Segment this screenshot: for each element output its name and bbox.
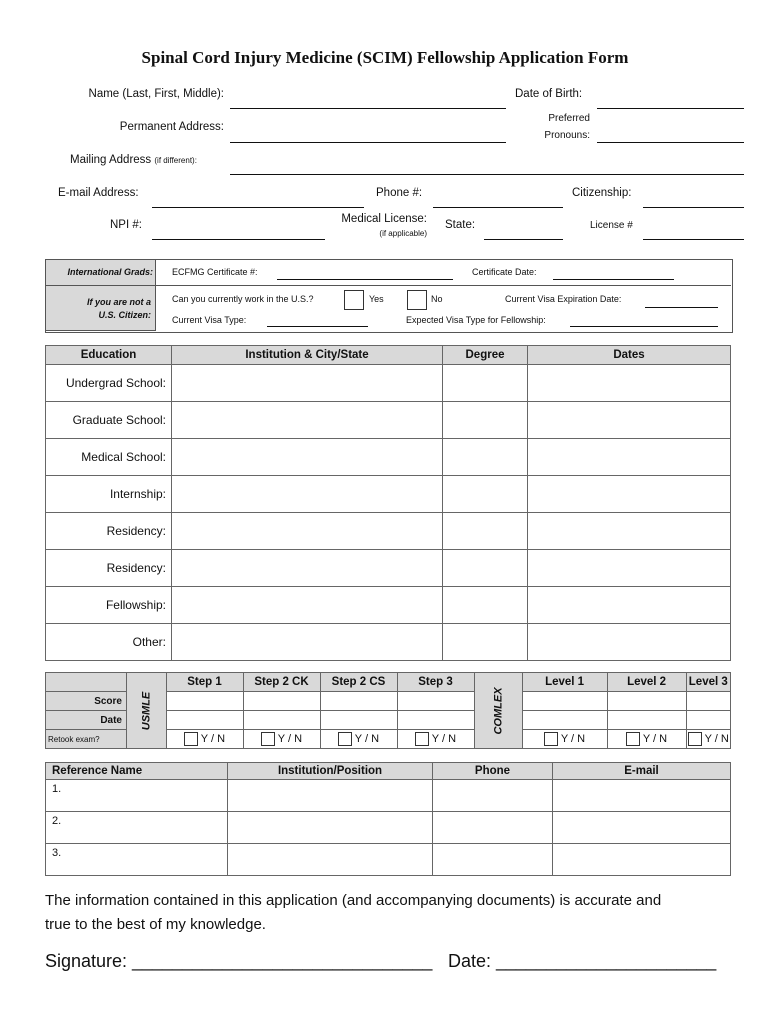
npi-field[interactable] <box>152 239 325 240</box>
edu-degree-cell[interactable] <box>443 402 528 439</box>
edu-institution-cell[interactable] <box>172 513 443 550</box>
date-cell[interactable] <box>686 711 730 730</box>
reference-email-cell[interactable] <box>553 812 731 844</box>
expected-visa-field[interactable] <box>570 326 718 327</box>
step-header: Step 2 CS <box>320 673 397 692</box>
edu-dates-cell[interactable] <box>528 624 731 661</box>
cert-date-label: Certificate Date: <box>472 267 537 277</box>
score-cell[interactable] <box>320 692 397 711</box>
phone-header: Phone <box>433 763 553 780</box>
reference-phone-cell[interactable] <box>433 780 553 812</box>
no-label: No <box>431 294 443 304</box>
dob-field[interactable] <box>597 108 744 109</box>
reference-institution-cell[interactable] <box>228 780 433 812</box>
retook-checkbox[interactable] <box>544 732 558 746</box>
exams-table <box>45 672 731 749</box>
usmle-label: USMLE <box>140 691 153 730</box>
edu-institution-cell[interactable] <box>172 439 443 476</box>
not-citizen-cell <box>45 285 156 331</box>
edu-row-label: Other: <box>46 624 172 661</box>
date-cell[interactable] <box>607 711 686 730</box>
edu-dates-cell[interactable] <box>528 402 731 439</box>
level-header: Level 1 <box>522 673 607 692</box>
edu-dates-cell[interactable] <box>528 365 731 402</box>
edu-row-label: Residency: <box>46 513 172 550</box>
degree-header: Degree <box>443 346 528 365</box>
reference-institution-cell[interactable] <box>228 812 433 844</box>
reference-name-header: Reference Name <box>46 763 228 780</box>
dates-header: Dates <box>528 346 731 365</box>
date-field[interactable]: Date: ______________________ <box>448 951 717 971</box>
retook-cell[interactable]: Y / N <box>166 730 243 749</box>
not-citizen-label-2: U.S. Citizen: <box>98 310 151 320</box>
visa-expiration-field[interactable] <box>645 307 718 308</box>
retook-label: Retook exam? <box>46 730 127 749</box>
score-cell[interactable] <box>166 692 243 711</box>
score-label: Score <box>46 692 127 711</box>
date-cell[interactable] <box>166 711 243 730</box>
score-cell[interactable] <box>686 692 730 711</box>
edu-institution-cell[interactable] <box>172 476 443 513</box>
no-checkbox[interactable] <box>407 290 427 310</box>
email-field[interactable] <box>152 207 364 208</box>
visa-expiration-label: Current Visa Expiration Date: <box>505 294 622 304</box>
edu-row-label: Undergrad School: <box>46 365 172 402</box>
permanent-address-field[interactable] <box>230 142 506 143</box>
mailing-address-label: Mailing Address (if different): <box>70 154 197 166</box>
yes-checkbox[interactable] <box>344 290 364 310</box>
edu-degree-cell[interactable] <box>443 513 528 550</box>
level-header: Level 2 <box>607 673 686 692</box>
reference-institution-cell[interactable] <box>228 844 433 876</box>
step-header: Step 2 CK <box>243 673 320 692</box>
retook-checkbox[interactable] <box>688 732 702 746</box>
retook-checkbox[interactable] <box>184 732 198 746</box>
preferred-label: Preferred <box>548 113 590 124</box>
edu-degree-cell[interactable] <box>443 439 528 476</box>
score-cell[interactable] <box>397 692 474 711</box>
ecfmg-label: ECFMG Certificate #: <box>172 267 258 277</box>
date-cell[interactable] <box>320 711 397 730</box>
permanent-address-label: Permanent Address: <box>119 121 224 133</box>
reference-row-number[interactable]: 3. <box>46 844 228 876</box>
retook-checkbox[interactable] <box>261 732 275 746</box>
yes-label: Yes <box>369 294 384 304</box>
edu-row-label: Medical School: <box>46 439 172 476</box>
date-label: Date <box>46 711 127 730</box>
intl-divider <box>156 285 731 286</box>
level-header: Level 3 <box>686 673 730 692</box>
name-label: Name (Last, First, Middle): <box>88 88 224 100</box>
exam-corner <box>46 673 127 692</box>
edu-dates-cell[interactable] <box>528 476 731 513</box>
attestation-line-1: The information contained in this application (and accompanying documents) is accurate and <box>45 892 662 909</box>
reference-phone-cell[interactable] <box>433 812 553 844</box>
edu-institution-cell[interactable] <box>172 402 443 439</box>
date-cell[interactable] <box>243 711 320 730</box>
state-label: State: <box>445 219 476 231</box>
pronouns-field[interactable] <box>597 142 744 143</box>
edu-institution-cell[interactable] <box>172 550 443 587</box>
visa-type-label: Current Visa Type: <box>172 315 247 325</box>
edu-dates-cell[interactable] <box>528 513 731 550</box>
usmle-cell <box>127 673 167 749</box>
retook-checkbox[interactable] <box>338 732 352 746</box>
step-header: Step 1 <box>166 673 243 692</box>
license-number-field[interactable] <box>643 239 744 240</box>
retook-cell[interactable]: Y / N <box>397 730 474 749</box>
step-header: Step 3 <box>397 673 474 692</box>
education-table <box>45 345 731 661</box>
date-cell[interactable] <box>522 711 607 730</box>
citizenship-field[interactable] <box>643 207 744 208</box>
edu-institution-cell[interactable] <box>172 624 443 661</box>
edu-degree-cell[interactable] <box>443 550 528 587</box>
institution-header: Institution & City/State <box>172 346 443 365</box>
edu-institution-cell[interactable] <box>172 365 443 402</box>
retook-checkbox[interactable] <box>626 732 640 746</box>
attestation-line-2: true to the best of my knowledge. <box>45 916 266 933</box>
edu-degree-cell[interactable] <box>443 587 528 624</box>
mailing-address-field[interactable] <box>230 174 744 175</box>
license-note: (if applicable) <box>379 229 427 238</box>
score-cell[interactable] <box>522 692 607 711</box>
pronouns-label: Pronouns: <box>544 130 590 141</box>
cert-date-field[interactable] <box>553 279 674 280</box>
retook-cell[interactable]: Y / N <box>522 730 607 749</box>
edu-dates-cell[interactable] <box>528 550 731 587</box>
score-cell[interactable] <box>607 692 686 711</box>
edu-dates-cell[interactable] <box>528 439 731 476</box>
not-citizen-label-1: If you are not a <box>86 297 151 307</box>
email-header: E-mail <box>553 763 731 780</box>
reference-row-number[interactable]: 2. <box>46 812 228 844</box>
institution-position-header: Institution/Position <box>228 763 433 780</box>
edu-dates-cell[interactable] <box>528 587 731 624</box>
edu-row-label: Graduate School: <box>46 402 172 439</box>
npi-label: NPI #: <box>110 219 142 231</box>
retook-cell[interactable]: Y / N <box>607 730 686 749</box>
retook-cell[interactable]: Y / N <box>243 730 320 749</box>
reference-email-cell[interactable] <box>553 844 731 876</box>
phone-field[interactable] <box>433 207 563 208</box>
reference-row-number[interactable]: 1. <box>46 780 228 812</box>
edu-degree-cell[interactable] <box>443 624 528 661</box>
citizenship-label: Citizenship: <box>572 187 632 199</box>
score-cell[interactable] <box>243 692 320 711</box>
date-cell[interactable] <box>397 711 474 730</box>
retook-cell[interactable]: Y / N <box>320 730 397 749</box>
comlex-cell <box>474 673 522 749</box>
work-question: Can you currently work in the U.S.? <box>172 294 314 304</box>
edu-row-label: Residency: <box>46 550 172 587</box>
education-header: Education <box>46 346 172 365</box>
email-label: E-mail Address: <box>58 187 139 199</box>
medical-license-label: Medical License: <box>341 213 427 225</box>
reference-phone-cell[interactable] <box>433 844 553 876</box>
intl-grads-label: International Grads: <box>67 267 153 277</box>
retook-checkbox[interactable] <box>415 732 429 746</box>
comlex-label: COMLEX <box>492 686 505 735</box>
state-field[interactable] <box>484 239 563 240</box>
edu-degree-cell[interactable] <box>443 365 528 402</box>
ecfmg-field[interactable] <box>277 279 453 280</box>
edu-row-label: Fellowship: <box>46 587 172 624</box>
expected-visa-label: Expected Visa Type for Fellowship: <box>406 315 546 325</box>
license-number-label: License # <box>590 220 633 231</box>
reference-email-cell[interactable] <box>553 780 731 812</box>
edu-institution-cell[interactable] <box>172 587 443 624</box>
retook-cell[interactable]: Y / N <box>686 730 730 749</box>
edu-row-label: Internship: <box>46 476 172 513</box>
phone-label: Phone #: <box>376 187 423 199</box>
name-field[interactable] <box>230 108 506 109</box>
page-title: Spinal Cord Injury Medicine (SCIM) Fellowship Application Form <box>141 48 629 67</box>
dob-label: Date of Birth: <box>515 88 583 100</box>
references-table <box>45 762 731 876</box>
visa-type-field[interactable] <box>267 326 368 327</box>
signature-field[interactable]: Signature: ______________________________ <box>45 951 433 971</box>
edu-degree-cell[interactable] <box>443 476 528 513</box>
